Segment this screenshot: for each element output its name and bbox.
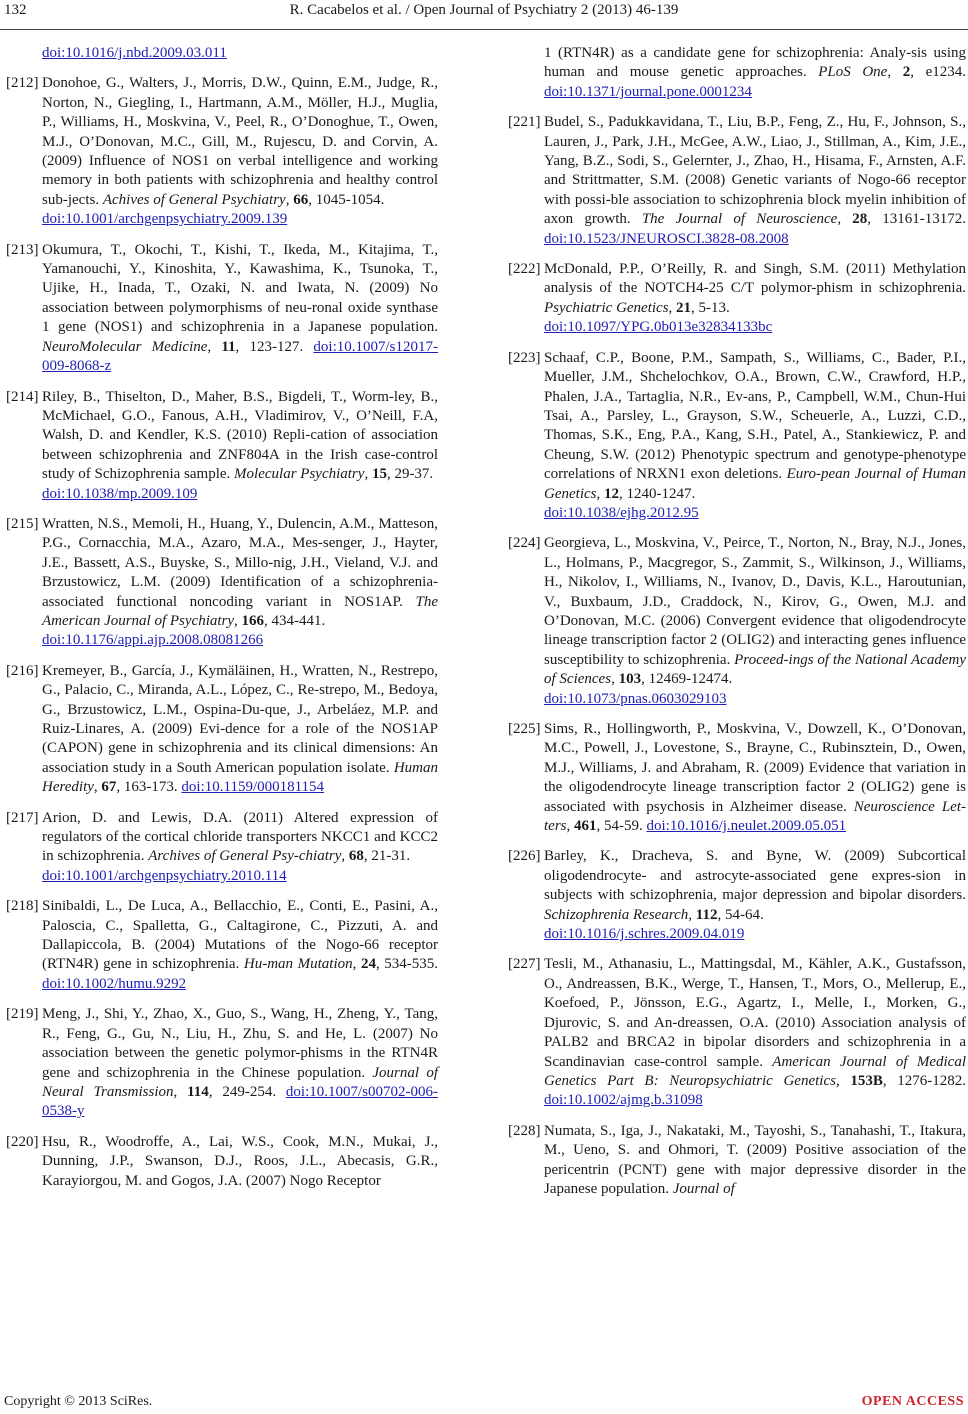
reference-text: Arion, D. and Lewis, D.A. (2011) Altered expression of regulators of the cortical chloride transporters NKCC1 and KCC2 in schizophrenia. [42, 809, 438, 865]
page-range: , 163-173. [116, 779, 182, 796]
reference-number: [222] [508, 261, 541, 278]
reference-text: Sinibaldi, L., De Luca, A., Bellacchio, E., Conti, E., Pasini, A., Paloscia, C., Spalletta, G., Caltagirone, C., Pizzuti, A. and Dallapiccola, B. (2004) Mutations of the Nogo-66 receptor (RTN4R) gene in schizophrenia. [42, 898, 438, 973]
page-range: , 13161-13172. [867, 211, 966, 228]
reference-text: Hsu, R., Woodroffe, A., Lai, W.S., Cook, M.N., Mukai, J., Dunning, J.P., Swanson, D.J., Roos, J.L., Abecasis, G.R., Karayiorgou, M. and Gogos, J.A. (2007) Nogo Receptor [42, 1133, 438, 1189]
volume-number: 2 [902, 64, 911, 81]
volume-number: 68 [348, 848, 364, 865]
reference-number: [215] [6, 515, 39, 532]
reference-text: Okumura, T., Okochi, T., Kishi, T., Ikeda, M., Kitajima, T., Yamanouchi, Y., Kinoshita, Y., Kawashima, K., Tsunoka, T., Ujike, H., Inada, T., Ozaki, N. and Iwata, N. (2009) No association between polymorphisms of neu-ronal oxide synthase 1 gene (NOS1) and schizophrenia in a Japanese population. [42, 241, 438, 336]
page-range: , 434-441. [264, 612, 326, 629]
journal-title: Neuroscience Let-ters [544, 798, 966, 835]
volume-number: 67 [101, 779, 117, 796]
running-title: R. Cacabelos et al. / Open Journal of Psychiatry 2 (2013) 46-139 [289, 2, 679, 18]
reference-text: Donohoe, G., Walters, J., Morris, D.W., Quinn, E.M., Judge, R., Norton, N., Giegling, I., Hartmann, A.M., Möller, H.J., Muglia, P., Williams, H., Moskvina, V., Peel, R., O’Donoghue, T., Owen, M.J., O’Donovan, M.C., Gill, M., Rujescu, D. and Corvin, A. (2009) Influence of NOS1 on verbal intelligence and working memory in both patients with schizophrenia and healthy control sub-jects. [42, 75, 438, 208]
reference-number: [213] [6, 241, 39, 258]
reference-item [508, 260, 966, 338]
page-range: , e1234. [910, 64, 966, 81]
reference-number: [225] [508, 721, 541, 737]
reference-item [508, 534, 966, 709]
doi-link[interactable]: doi:10.1002/humu.9292 [42, 975, 187, 992]
doi-link[interactable]: doi:10.1001/archgenpsychiatry.2010.114 [42, 867, 287, 884]
volume-number: 153B [850, 1072, 883, 1089]
reference-number: [221] [508, 114, 541, 131]
doi-link[interactable]: doi:10.1007/s00702-006-0538-y [42, 1083, 439, 1120]
doi-link[interactable]: doi:10.1073/pnas.0603029103 [544, 690, 727, 707]
reference-separator: , [596, 485, 604, 502]
doi-link[interactable]: doi:10.1097/YPG.0b013e32834133bc [544, 319, 773, 336]
journal-title: Journal of [672, 1180, 735, 1197]
reference-separator: , [93, 779, 102, 796]
volume-number: 28 [852, 211, 868, 228]
volume-number: 24 [360, 956, 376, 973]
reference-item [508, 113, 966, 249]
page-range: , 1240-1247. [618, 485, 696, 502]
reference-separator: , [668, 299, 677, 316]
reference-item [508, 847, 966, 944]
doi-link[interactable]: doi:10.1007/s12017-009-8068-z [42, 338, 439, 375]
page-range: , 249-254. [208, 1083, 286, 1100]
reference-separator: , [566, 818, 574, 835]
reference-number: [220] [6, 1133, 39, 1150]
journal-title: PLoS One [818, 64, 888, 81]
reference-text: Tesli, M., Athanasiu, L., Mattingsdal, M., Kähler, A.K., Gustafsson, O., Andreassen, B.K., Werge, T., Hansen, T., Mors, O., Mellerup, E., Koefoed, P., Jönsson, E.G., Agartz, I., Melle, I., Morken, G., Djurovic, S. and An-dreassen, O.A. (2010) Association analysis of PALB2 and BRCA2 in bipolar disorders and schizophrenia in a Scandinavian case-control sample. [544, 956, 966, 1070]
reference-item [6, 241, 438, 377]
journal-title: Molecular Psychiatry [234, 466, 365, 483]
reference-separator: , [352, 956, 361, 973]
doi-link[interactable]: doi:10.1016/j.nbd.2009.03.011 [42, 45, 227, 61]
doi-link[interactable]: doi:10.1016/j.schres.2009.04.019 [544, 926, 745, 943]
reference-separator: , [688, 906, 696, 923]
reference-text: Schaaf, C.P., Boone, P.M., Sampath, S., Williams, C., Bader, P.I., Mueller, J.M., Shchelochkov, O.A., Brown, C.W., Crawford, H.P., Phalen, J.A., Tartaglia, N.R., Ev-ans, P., Campbell, W.M., Chun-Hui Tsai, A., Parsley, L., Grayson, S.W., Scheuerle, A., Luzzi, C.D., Thomas, S.K., Eng, P.A., Kang, S.H., Patel, A., Stankiewicz, P. and Cheung, S.W. (2012) Phenotypic spectrum and genotype-phenotype correlations of NRXN1 exon deletions. [544, 349, 966, 483]
volume-number: 11 [221, 338, 236, 355]
volume-number: 112 [695, 906, 718, 923]
reference-text: Riley, B., Thiselton, D., Maher, B.S., Bigdeli, T., Worm-ley, B., McMichael, G.O., Fanous, A.H., Vladimirov, V., O’Neill, F.A, Walsh, D. and Kendler, K.S. (2010) Repli-cation of association between schizophrenia and ZNF804A in the Irish case-control study of Schizophrenia sample. [42, 388, 438, 483]
reference-separator: , [285, 191, 294, 208]
left-reference-list [6, 74, 438, 1191]
reference-number: [226] [508, 848, 541, 865]
reference-item [508, 955, 966, 1110]
reference-number: [223] [508, 349, 541, 366]
volume-number: 461 [574, 818, 597, 835]
doi-link[interactable]: doi:10.1523/JNEUROSCI.3828-08.2008 [544, 230, 789, 247]
reference-item [508, 349, 966, 524]
reference-text: Meng, J., Shi, Y., Zhao, X., Guo, S., Wang, H., Zheng, Y., Tang, R., Feng, G., Gu, N., Liu, H., Zhu, S. and He, L. (2007) No association between the genetic polymor-phisms in the RTN4R gene and schizophrenia in the Chinese population. [42, 1006, 438, 1081]
page-range: , 1045-1054. [308, 191, 385, 208]
doi-link[interactable]: doi:10.1159/000181154 [181, 779, 325, 796]
page-range: , 54-64. [717, 906, 764, 923]
reference-item [6, 897, 438, 994]
journal-title: The Journal of Neuroscience [641, 211, 838, 228]
page-range: , 29-37. [386, 466, 434, 483]
reference-number: [228] [508, 1122, 541, 1139]
journal-title: Proceed-ings of the National Academy of Sciences [544, 651, 966, 688]
doi-link[interactable]: doi:10.1016/j.neulet.2009.05.051 [646, 818, 847, 835]
journal-title: Human Heredity [42, 759, 438, 796]
open-access-label: OPEN ACCESS [861, 1394, 964, 1409]
doi-link[interactable]: doi:10.1001/archgenpsychiatry.2009.139 [42, 211, 288, 228]
journal-title: American Journal of Medical Genetics Part B: Neuropsychiatric Genetics [544, 1053, 967, 1089]
reference-text: Barley, K., Dracheva, S. and Byne, W. (2009) Subcortical oligodendrocyte- and astrocyte-associated gene expres-sion in subjects with schizophrenia, major depression and bipolar disorders. [544, 848, 966, 904]
volume-number: 15 [371, 466, 387, 483]
copyright-notice: Copyright © 2013 SciRes. [4, 1394, 153, 1409]
page-number: 132 [4, 2, 27, 18]
reference-number: [227] [508, 956, 541, 973]
doi-link[interactable]: doi:10.1002/ajmg.b.31098 [544, 1092, 703, 1109]
reference-text: Georgieva, L., Moskvina, V., Peirce, T., Norton, N., Bray, N.J., Jones, L., Holmans, P., Macgregor, S., Zammit, S., Wilkinson, J., Williams, H., Nikolov, I., Williams, N., Ivanov, D., Davis, K.L., Haroutunian, V., Buxbaum, J.D., Craddock, N., Kirov, G., Owen, M.J. and O’Donovan, M.C. (2006) Convergent evidence that oligodendrocyte lineage transcription factor 2 (OLIG2) and interacting genes influence susceptibility to schizophrenia. [544, 535, 966, 668]
reference-item [6, 662, 438, 798]
reference-item [6, 1005, 438, 1121]
reference-text: Kremeyer, B., García, J., Kymäläinen, H., Wratten, N., Restrepo, G., Palacio, C., Miranda, A.L., López, C., Re-strepo, M., Bedoya, G., Brzustowicz, L.M., Ospina-Du-que, J., Arbeláez, M.P. and Ruiz-Linares, A. (2009) Evi-dence for a role of the NOS1AP (CAPON) gene in schizophrenia and its clinical dimensions: An association study in a South American population isolate. [42, 662, 438, 776]
right-column [508, 44, 966, 1210]
reference-separator: , [173, 1083, 188, 1100]
right-reference-list [508, 113, 966, 1199]
reference-separator: , [234, 612, 242, 629]
page-range: , 54-59. [596, 818, 647, 835]
page-header [0, 0, 968, 32]
journal-title: The American Journal of Psychiatry [42, 593, 438, 629]
page-range: , 12469-12474. [641, 671, 733, 688]
journal-title: Schizophrenia Research [544, 906, 689, 923]
journal-title: Psychiatric Genetics [544, 299, 669, 316]
reference-text: Wratten, N.S., Memoli, H., Huang, Y., Dulencin, A.M., Matteson, P.G., Cornacchia, M.A., Azaro, M.A., Mes-senger, J., Hayter, J.E., Bassett, A.S., Buyske, S., Millo-nig, J.H., Vieland, V.J. and Brzustowicz, L.M. (2009) Identification of a schizophrenia-associated functional noncoding variant in NOS1AP. [42, 515, 438, 610]
reference-separator: , [835, 1072, 851, 1089]
reference-item [508, 720, 966, 836]
volume-number: 21 [676, 299, 692, 316]
journal-title: Journal of Neural Transmission [42, 1064, 438, 1100]
doi-link[interactable]: doi:10.1176/appi.ajp.2008.08081266 [42, 632, 264, 649]
reference-text: Numata, S., Iga, J., Nakataki, M., Tayoshi, S., Tanahashi, T., Itakura, M., Ueno, S. and Ohmori, T. (2009) Positive association of the pericentrin (PCNT) gene with major depressive disorder in the Japanese population. [544, 1122, 966, 1197]
reference-number: [224] [508, 535, 541, 552]
journal-title: Euro-pean Journal of Human Genetics [544, 466, 966, 502]
reference-separator: , [207, 338, 222, 355]
page-range: , 534-535. [375, 956, 438, 973]
reference-item [6, 74, 438, 229]
reference-number: [217] [6, 809, 39, 826]
page-range: , 21-31. [363, 848, 411, 865]
reference-item [6, 388, 438, 504]
volume-number: 114 [187, 1083, 209, 1100]
doi-link[interactable]: doi:10.1038/mp.2009.109 [42, 485, 198, 502]
journal-title: Hu-man Mutation [243, 956, 353, 973]
reference-text: 1 (RTN4R) as a candidate gene for schizophrenia: Analy-sis using human and mouse genetic approaches. [544, 45, 966, 81]
reference-text: Budel, S., Padukkavidana, T., Liu, B.P., Feng, Z., Hu, F., Johnson, S., Lauren, J., Park, J.H., McGee, A.W., Liao, J., Stillman, A., Kim, J.E., Yang, B.Z., Sodi, S., Gelernter, J., Zhao, H., Hisama, F., Arnsten, A.F. and Strittmatter, S.M. (2008) Genetic variants of Nogo-66 receptor with possi-ble association to schizophrenia block myelin inhibition of axon growth. [544, 114, 966, 228]
volume-number: 66 [293, 191, 309, 208]
volume-number: 103 [618, 671, 642, 688]
page-footer [0, 1394, 968, 1414]
reference-text: McDonald, P.P., O’Reilly, R. and Singh, S.M. (2011) Methylation analysis of the NOTCH4-25 C/T polymor-phism in schizophrenia. [544, 261, 966, 297]
reference-number: [212] [6, 75, 39, 92]
page-range: , 123-127. [235, 338, 314, 355]
left-column [6, 44, 438, 1202]
doi-link[interactable]: doi:10.1038/ejhg.2012.95 [544, 504, 699, 521]
journal-title: NeuroMolecular Medicine [42, 338, 208, 355]
reference-item [6, 1133, 438, 1191]
reference-number: [218] [6, 898, 39, 915]
reference-item [508, 1122, 966, 1200]
reference-separator: , [611, 671, 619, 688]
page-range: , 5-13. [691, 299, 730, 316]
header-rule [0, 29, 968, 30]
volume-number: 12 [603, 485, 619, 502]
journal-title: Archives of General Psy-chiatry [148, 848, 342, 865]
doi-link[interactable]: doi:10.1371/journal.pone.0001234 [544, 83, 752, 100]
reference-number: [214] [6, 388, 39, 405]
page-range: , 1276-1282. [882, 1072, 967, 1089]
reference-item [6, 809, 438, 887]
reference-separator: , [887, 64, 903, 81]
continued-reference [508, 44, 966, 102]
reference-separator: , [837, 211, 853, 228]
continued-reference [6, 44, 438, 63]
reference-number: [216] [6, 662, 39, 679]
reference-number: [219] [6, 1006, 39, 1023]
reference-separator: , [341, 848, 349, 865]
reference-item [6, 515, 438, 651]
reference-text: Sims, R., Hollingworth, P., Moskvina, V., Dowzell, K., O’Donovan, M.C., Powell, J., Lovestone, S., Brayne, C., Rubinsztein, D., Owen, M.J., Williams, J. and Abraham, R. (2009) Evidence that variation in the oligodendrocyte lineage transcription factor 2 (OLIG2) gene is associated with psychosis in Alzheimer disease. [544, 721, 966, 815]
volume-number: 166 [241, 612, 265, 629]
journal-title: Achives of General Psychiatry [102, 191, 286, 208]
reference-separator: , [364, 466, 372, 483]
